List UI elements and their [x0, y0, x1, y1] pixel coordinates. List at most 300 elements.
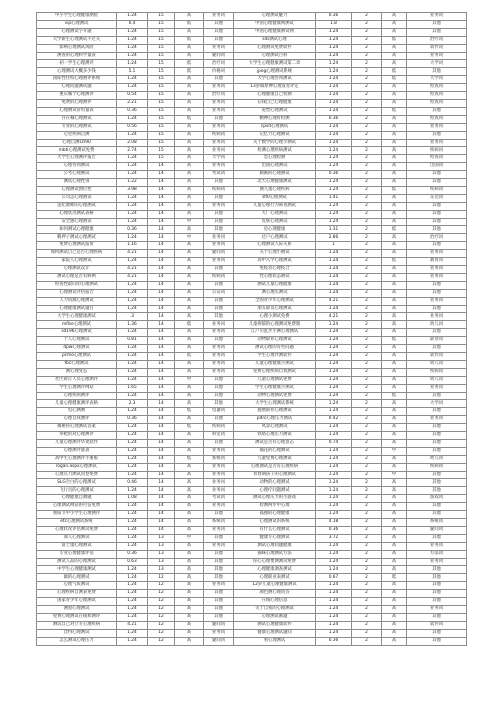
- count-b-cell: 2: [352, 305, 382, 313]
- table-row: [37, 471, 467, 479]
- score-a-cell: 1.65: [117, 384, 148, 392]
- score-a-cell: 1.24: [117, 629, 148, 637]
- count-b-cell: 2: [352, 463, 382, 471]
- keyword-a-cell: pcmo心理测试: [37, 352, 117, 360]
- keyword-a-cell: 大学新生心理测试不过关: [37, 36, 117, 44]
- category-b-cell: 幼儿词: [407, 360, 467, 368]
- score-a-cell: 4.21: [117, 266, 148, 274]
- count-b-cell: 2: [352, 519, 382, 527]
- level-a-cell: 高: [175, 44, 204, 52]
- keyword-a-cell: 心理健康测试题目: [37, 305, 117, 313]
- category-a-cell: 治疗词: [204, 92, 234, 100]
- score-a-cell: 1.24: [117, 590, 148, 598]
- keyword-b-cell: 心理测试百科: [234, 52, 316, 60]
- category-b-cell: 其他: [407, 345, 467, 353]
- score-a-cell: 0.4: [117, 20, 148, 28]
- count-b-cell: 2: [352, 44, 382, 52]
- keyword-b-cell: 心理测试画题: [234, 613, 316, 621]
- category-a-cell: 系统词: [204, 455, 234, 463]
- level-a-cell: 高: [175, 242, 204, 250]
- level-b-cell: 低: [382, 68, 407, 76]
- category-b-cell: 东莞词: [407, 194, 467, 202]
- keyword-a-cell: 免费心理测试报帮: [37, 242, 117, 250]
- level-b-cell: 高: [382, 384, 407, 392]
- category-b-cell: 其他: [407, 329, 467, 337]
- count-a-cell: 14: [148, 273, 175, 281]
- category-a-cell: 业务词: [204, 234, 234, 242]
- category-b-cell: 业务词: [407, 266, 467, 274]
- keyword-a-cell: 飞行员的心理测试: [37, 487, 117, 495]
- table-row: [37, 392, 467, 400]
- level-a-cell: 低: [175, 352, 204, 360]
- level-a-cell: 高: [175, 266, 204, 274]
- count-a-cell: 12: [148, 590, 175, 598]
- count-b-cell: 2: [352, 313, 382, 321]
- count-b-cell: 2: [352, 605, 382, 613]
- score-a-cell: 0.36: [117, 107, 148, 115]
- score-b-cell: 1.24: [316, 202, 352, 210]
- score-a-cell: 1.24: [117, 258, 148, 266]
- level-b-cell: 高: [382, 44, 407, 52]
- score-a-cell: 2.08: [117, 139, 148, 147]
- level-a-cell: 高: [175, 28, 204, 36]
- count-a-cell: 14: [148, 463, 175, 471]
- score-b-cell: 1.24: [316, 566, 352, 574]
- level-b-cell: 高: [382, 590, 407, 598]
- keyword-a-cell: 公司怎心理测试: [37, 194, 117, 202]
- table-row: [37, 447, 467, 455]
- keyword-a-cell: 商人心理测试: [37, 534, 117, 542]
- count-a-cell: 14: [148, 289, 175, 297]
- category-a-cell: 价格词: [204, 68, 234, 76]
- table-row: [37, 352, 467, 360]
- keyword-a-cell: etc心理测试系统: [37, 519, 117, 527]
- level-a-cell: 高: [175, 598, 204, 606]
- category-b-cell: 软件词: [407, 352, 467, 360]
- score-b-cell: 1.24: [316, 60, 352, 68]
- score-a-cell: 1.24: [117, 542, 148, 550]
- score-b-cell: 1.24: [316, 408, 352, 416]
- count-b-cell: 2: [352, 210, 382, 218]
- category-b-cell: 业务词: [407, 384, 467, 392]
- category-a-cell: 其他: [204, 36, 234, 44]
- count-b-cell: 2: [352, 613, 382, 621]
- level-a-cell: 高: [175, 416, 204, 424]
- count-b-cell: 2: [352, 447, 382, 455]
- keyword-a-cell: 如何测试自己是否心理疾病: [37, 250, 117, 258]
- category-a-cell: 业务词: [204, 44, 234, 52]
- count-b-cell: 2: [352, 408, 382, 416]
- keyword-a-cell: 比特心理测试: [37, 629, 117, 637]
- score-a-cell: 1.24: [117, 60, 148, 68]
- keyword-b-cell: 免费心理疾病自我测试: [234, 368, 316, 376]
- category-b-cell: 其他: [407, 590, 467, 598]
- count-b-cell: 2: [352, 416, 382, 424]
- table-row: [37, 519, 467, 527]
- score-b-cell: 1.24: [316, 289, 352, 297]
- keyword-a-cell: 举枪的对心理测评: [37, 432, 117, 440]
- level-b-cell: 低: [382, 107, 407, 115]
- category-a-cell: 业务词: [204, 258, 234, 266]
- table-row: [37, 424, 467, 432]
- category-a-cell: 疾病词: [204, 273, 234, 281]
- category-b-cell: 其他: [407, 637, 467, 645]
- level-a-cell: 中: [175, 534, 204, 542]
- keyword-b-cell: 你心心理要测测试免费: [234, 558, 316, 566]
- category-b-cell: 其他: [407, 226, 467, 234]
- score-b-cell: 3.72: [316, 534, 352, 542]
- count-b-cell: 2: [352, 337, 382, 345]
- score-b-cell: 1.24: [316, 503, 352, 511]
- score-b-cell: 1.24: [316, 455, 352, 463]
- category-a-cell: 疾病词: [204, 131, 234, 139]
- category-a-cell: 其他: [204, 376, 234, 384]
- level-b-cell: 高: [382, 266, 407, 274]
- level-b-cell: 高: [382, 534, 407, 542]
- keyword-a-cell: 心理咨询测试: [37, 163, 117, 171]
- count-a-cell: 12: [148, 598, 175, 606]
- keyword-a-cell: SLG空白的心理测试: [37, 479, 117, 487]
- table-row: [37, 179, 467, 187]
- count-b-cell: 2: [352, 439, 382, 447]
- keyword-a-cell: 心理测试常用量表: [37, 107, 117, 115]
- keyword-a-cell: 儿童心理测评华麦软件: [37, 439, 117, 447]
- keyword-a-cell: 心理测试字开题: [37, 28, 117, 36]
- score-a-cell: 0.81: [117, 337, 148, 345]
- category-b-cell: 业务词: [407, 139, 467, 147]
- score-b-cell: 1.24: [316, 360, 352, 368]
- keyword-b-cell: 有什么心理测试: [234, 526, 316, 534]
- level-a-cell: 高: [175, 84, 204, 92]
- count-b-cell: 2: [352, 234, 382, 242]
- category-b-cell: 疾病词: [407, 147, 467, 155]
- keyword-b-cell: 免疫者心理疫合: [234, 266, 316, 274]
- keyword-b-cell: 房心理健康: [234, 226, 316, 234]
- table-row: [37, 305, 467, 313]
- score-b-cell: 0.36: [316, 115, 352, 123]
- table-row: [37, 439, 467, 447]
- score-b-cell: 1.24: [316, 163, 352, 171]
- category-b-cell: 业务词: [407, 273, 467, 281]
- table-row: [37, 123, 467, 131]
- keyword-a-cell: 国际性住校心理测评系统: [37, 76, 117, 84]
- keyword-a-cell: 测试心理性别: [37, 179, 117, 187]
- keyword-a-cell: 测心理变态: [37, 368, 117, 376]
- keyword-b-cell: 测试心理健康软件: [234, 621, 316, 629]
- count-b-cell: 2: [352, 20, 382, 28]
- level-b-cell: 高: [382, 345, 407, 353]
- table-row: [37, 368, 467, 376]
- count-b-cell: 2: [352, 424, 382, 432]
- count-b-cell: 2: [352, 598, 382, 606]
- count-a-cell: 15: [148, 107, 175, 115]
- count-b-cell: 2: [352, 250, 382, 258]
- count-b-cell: 2: [352, 590, 382, 598]
- count-a-cell: 15: [148, 123, 175, 131]
- count-b-cell: 2: [352, 471, 382, 479]
- level-a-cell: 高: [175, 337, 204, 345]
- level-a-cell: 高: [175, 621, 204, 629]
- category-a-cell: 业务词: [204, 352, 234, 360]
- table-row: [37, 345, 467, 353]
- level-a-cell: 高: [175, 92, 204, 100]
- category-b-cell: 其他: [407, 281, 467, 289]
- keyword-a-cell: 中学生心理健康测试: [37, 566, 117, 574]
- count-a-cell: 14: [148, 210, 175, 218]
- score-a-cell: 0.56: [117, 123, 148, 131]
- score-b-cell: 1.24: [316, 107, 352, 115]
- category-a-cell: 业务词: [204, 463, 234, 471]
- keyword-a-cell: 电心测测: [37, 408, 117, 416]
- keyword-b-cell: 中国心理健康测试网: [234, 28, 316, 36]
- count-a-cell: 15: [148, 76, 175, 84]
- keyword-b-cell: 心理疗问题测试: [234, 487, 316, 495]
- category-a-cell: 其他: [204, 28, 234, 36]
- level-a-cell: 高: [175, 313, 204, 321]
- table-row: [37, 297, 467, 305]
- level-b-cell: 高: [382, 13, 407, 21]
- level-a-cell: 高: [175, 258, 204, 266]
- score-b-cell: 1.24: [316, 273, 352, 281]
- category-b-cell: 业务词: [407, 313, 467, 321]
- keyword-a-cell: 心理健康自测题: [37, 495, 117, 503]
- keyword-b-cell: 儿童心理测试免费: [234, 376, 316, 384]
- level-a-cell: 高: [175, 297, 204, 305]
- table-row: [37, 107, 467, 115]
- keyword-b-cell: 全国青少年心理测试: [234, 297, 316, 305]
- keyword-a-cell: 心理状况评估测试免费: [37, 526, 117, 534]
- level-b-cell: 高: [382, 416, 407, 424]
- score-a-cell: 1.24: [117, 76, 148, 84]
- keyword-a-cell: 测试心理是否有病例: [37, 273, 117, 281]
- count-b-cell: 2: [352, 360, 382, 368]
- category-b-cell: 业务词: [407, 416, 467, 424]
- keyword-a-cell: 心理测评量表: [37, 447, 117, 455]
- category-a-cell: 业务词: [204, 99, 234, 107]
- score-b-cell: 4.18: [316, 519, 352, 527]
- score-a-cell: 1.24: [117, 163, 148, 171]
- category-b-cell: 检查词: [407, 99, 467, 107]
- level-b-cell: 高: [382, 60, 407, 68]
- count-a-cell: 12: [148, 605, 175, 613]
- table-row: [37, 321, 467, 329]
- level-a-cell: 高: [175, 179, 204, 187]
- level-b-cell: 高: [382, 234, 407, 242]
- category-a-cell: 其他: [204, 281, 234, 289]
- keyword-b-cell: 孤独的心理健康: [234, 511, 316, 519]
- score-b-cell: 1.24: [316, 598, 352, 606]
- category-b-cell: 其他: [407, 432, 467, 440]
- category-a-cell: 其他: [204, 76, 234, 84]
- category-a-cell: 其他: [204, 598, 234, 606]
- table-row: [37, 582, 467, 590]
- count-b-cell: 2: [352, 400, 382, 408]
- category-b-cell: 其他: [407, 68, 467, 76]
- table-row: [37, 534, 467, 542]
- keyword-a-cell: 羁押子测试心理测试: [37, 234, 117, 242]
- category-a-cell: 业务词: [204, 629, 234, 637]
- score-a-cell: 1.24: [117, 637, 148, 645]
- count-a-cell: 14: [148, 511, 175, 519]
- table-row: [37, 92, 467, 100]
- level-a-cell: 高: [175, 329, 204, 337]
- keyword-b-cell: 关于数学的心理小测试: [234, 139, 316, 147]
- level-b-cell: 低: [382, 258, 407, 266]
- keyword-b-cell: 心理测试是否有心理疾病: [234, 463, 316, 471]
- score-a-cell: 3.98: [117, 186, 148, 194]
- count-a-cell: 14: [148, 329, 175, 337]
- count-a-cell: 15: [148, 36, 175, 44]
- category-a-cell: 其他: [204, 20, 234, 28]
- category-a-cell: 业务词: [204, 139, 234, 147]
- category-b-cell: 软件词: [407, 621, 467, 629]
- keyword-a-cell: 专业心理健康评估: [37, 550, 117, 558]
- level-a-cell: 高: [175, 495, 204, 503]
- category-a-cell: 其他: [204, 384, 234, 392]
- level-a-cell: 高: [175, 99, 204, 107]
- count-b-cell: 2: [352, 376, 382, 384]
- score-a-cell: 1.24: [117, 598, 148, 606]
- category-b-cell: 游戏词: [407, 495, 467, 503]
- score-b-cell: 1.24: [316, 329, 352, 337]
- keyword-a-cell: 心理自测scl90: [37, 139, 117, 147]
- level-b-cell: 高: [382, 605, 407, 613]
- level-b-cell: 高: [382, 439, 407, 447]
- keyword-b-cell: 动物的心理测试: [234, 479, 316, 487]
- level-a-cell: 高: [175, 400, 204, 408]
- score-b-cell: 1.31: [316, 226, 352, 234]
- score-b-cell: 1.24: [316, 258, 352, 266]
- count-b-cell: 2: [352, 511, 382, 519]
- level-b-cell: 高: [382, 424, 407, 432]
- score-a-cell: 1.22: [117, 179, 148, 187]
- category-b-cell: 方法词: [407, 550, 467, 558]
- level-a-cell: 高: [175, 107, 204, 115]
- level-b-cell: 高: [382, 155, 407, 163]
- count-a-cell: 15: [148, 131, 175, 139]
- count-b-cell: 2: [352, 281, 382, 289]
- category-a-cell: 业务词: [204, 147, 234, 155]
- keyword-b-cell: 心理测试魅力: [234, 13, 316, 21]
- count-a-cell: 13: [148, 534, 175, 542]
- count-b-cell: 2: [352, 202, 382, 210]
- count-a-cell: 15: [148, 68, 175, 76]
- count-b-cell: 2: [352, 526, 382, 534]
- score-b-cell: 1.24: [316, 463, 352, 471]
- count-b-cell: 2: [352, 550, 382, 558]
- count-b-cell: 2: [352, 455, 382, 463]
- table-row: [37, 613, 467, 621]
- score-b-cell: 1.24: [316, 186, 352, 194]
- keyword-b-cell: 12岁儿童心理健康测试: [234, 582, 316, 590]
- count-b-cell: 2: [352, 629, 382, 637]
- count-a-cell: 14: [148, 242, 175, 250]
- category-b-cell: 其他: [407, 179, 467, 187]
- category-b-cell: 业务词: [407, 605, 467, 613]
- keyword-a-cell: 心理测试大概多少钱: [37, 68, 117, 76]
- table-row: [37, 463, 467, 471]
- category-b-cell: 业务词: [407, 558, 467, 566]
- category-b-cell: 出国词: [407, 163, 467, 171]
- table-row: [37, 76, 467, 84]
- count-a-cell: 15: [148, 60, 175, 68]
- score-a-cell: 1.24: [117, 519, 148, 527]
- category-b-cell: 检查词: [407, 92, 467, 100]
- category-b-cell: 其他: [407, 210, 467, 218]
- table-row: [37, 60, 467, 68]
- table-row: [37, 511, 467, 519]
- category-b-cell: 治疗词: [407, 234, 467, 242]
- score-a-cell: 1.24: [117, 210, 148, 218]
- keyword-b-cell: 朋友职员心理测试: [234, 305, 316, 313]
- keyword-a-cell: 心理疾病测评: [37, 392, 117, 400]
- score-a-cell: 1.24: [117, 194, 148, 202]
- count-a-cell: 14: [148, 487, 175, 495]
- keyword-b-cell: sds测试心理: [234, 36, 316, 44]
- score-b-cell: 1.24: [316, 471, 352, 479]
- level-b-cell: 高: [382, 250, 407, 258]
- level-b-cell: 高: [382, 352, 407, 360]
- keyword-a-cell: 国家青少年心理测试: [37, 598, 117, 606]
- category-a-cell: 公证词: [204, 289, 234, 297]
- level-a-cell: 高: [175, 131, 204, 139]
- score-a-cell: 1.24: [117, 487, 148, 495]
- category-a-cell: 其他: [204, 337, 234, 345]
- count-b-cell: 2: [352, 574, 382, 582]
- count-b-cell: 2: [352, 503, 382, 511]
- level-a-cell: 高: [175, 76, 204, 84]
- count-a-cell: 14: [148, 439, 175, 447]
- category-b-cell: 幼儿词: [407, 455, 467, 463]
- category-a-cell: 疑问词: [204, 637, 234, 645]
- keyword-a-cell: 心理测试设计: [37, 266, 117, 274]
- count-a-cell: 13: [148, 542, 175, 550]
- level-b-cell: 高: [382, 511, 407, 519]
- score-a-cell: 1.24: [117, 329, 148, 337]
- count-b-cell: 2: [352, 273, 382, 281]
- level-b-cell: 高: [382, 131, 407, 139]
- score-a-cell: 1.16: [117, 242, 148, 250]
- level-b-cell: 高: [382, 242, 407, 250]
- count-b-cell: 2: [352, 92, 382, 100]
- table-body: [37, 13, 467, 646]
- count-b-cell: 2: [352, 566, 382, 574]
- keyword-b-cell: 心理健康调查测试: [234, 566, 316, 574]
- level-a-cell: 高: [175, 542, 204, 550]
- score-a-cell: 1.08: [117, 495, 148, 503]
- score-a-cell: 0.36: [117, 550, 148, 558]
- count-b-cell: 2: [352, 487, 382, 495]
- category-a-cell: 电器词: [204, 408, 234, 416]
- table-row: [37, 598, 467, 606]
- keyword-b-cell: 风景心理测试: [234, 424, 316, 432]
- level-b-cell: 高: [382, 503, 407, 511]
- score-a-cell: 1.24: [117, 376, 148, 384]
- category-a-cell: 其他: [204, 439, 234, 447]
- keyword-b-cell: 江户川乱步小测心理测试: [234, 329, 316, 337]
- table-row: [37, 455, 467, 463]
- table-row: [37, 566, 467, 574]
- keyword-b-cell: 插花的心理测试: [234, 447, 316, 455]
- count-a-cell: 12: [148, 574, 175, 582]
- score-a-cell: 2.3: [117, 400, 148, 408]
- level-a-cell: 高: [175, 519, 204, 527]
- keyword-b-cell: 看心理测试: [234, 637, 316, 645]
- keyword-b-cell: 性心理状态测试: [234, 273, 316, 281]
- level-a-cell: 高: [175, 139, 204, 147]
- category-a-cell: 疑问词: [204, 621, 234, 629]
- table-row: [37, 487, 467, 495]
